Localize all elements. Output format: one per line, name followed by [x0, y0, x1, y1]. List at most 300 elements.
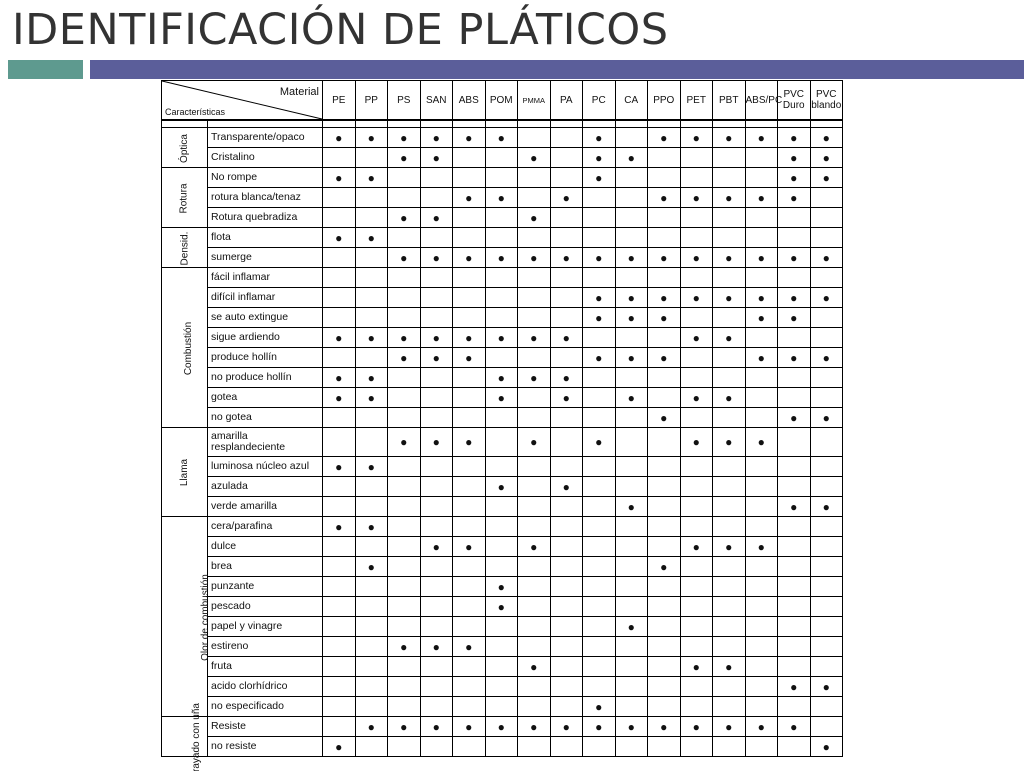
mark-cell [518, 517, 551, 537]
mark-cell [713, 517, 746, 537]
mark-cell [485, 717, 518, 737]
mark-cell [388, 368, 421, 388]
mark-cell [388, 637, 421, 657]
mark-cell [680, 188, 713, 208]
mark-cell [355, 388, 388, 408]
mark-cell [518, 697, 551, 717]
characteristic-label: rotura blanca/tenaz [208, 188, 323, 208]
mark-cell [453, 497, 486, 517]
mark-cell [420, 208, 453, 228]
mark-dot: ● [432, 210, 440, 225]
mark-cell [713, 428, 746, 457]
mark-dot: ● [530, 330, 538, 345]
mark-cell [713, 457, 746, 477]
mark-cell [713, 597, 746, 617]
mark-cell [550, 368, 583, 388]
mark-cell [355, 517, 388, 537]
mark-cell [420, 697, 453, 717]
characteristic-label: brea [208, 557, 323, 577]
mark-dot: ● [367, 719, 375, 734]
mark-dot: ● [660, 290, 668, 305]
mark-cell [485, 368, 518, 388]
characteristic-label: sigue ardiendo [208, 328, 323, 348]
mark-cell [648, 148, 681, 168]
mark-dot: ● [790, 410, 798, 425]
mark-dot: ● [692, 390, 700, 405]
mark-cell [518, 537, 551, 557]
mark-cell [745, 497, 778, 517]
gap-cell [648, 120, 681, 128]
group-label: Densid. [179, 231, 190, 265]
mark-cell [518, 557, 551, 577]
mark-cell [713, 677, 746, 697]
corner-characteristics-label: Características [165, 107, 226, 117]
mark-dot: ● [692, 719, 700, 734]
gap-cell [355, 120, 388, 128]
mark-dot: ● [660, 190, 668, 205]
mark-dot: ● [627, 290, 635, 305]
mark-cell [680, 657, 713, 677]
mark-cell [420, 388, 453, 408]
mark-dot: ● [465, 539, 473, 554]
mark-dot: ● [497, 250, 505, 265]
mark-cell [453, 288, 486, 308]
mark-cell [485, 457, 518, 477]
mark-cell [355, 328, 388, 348]
mark-cell [550, 737, 583, 757]
group-label: Olor de combustión [199, 573, 211, 661]
mark-cell [778, 537, 811, 557]
mark-cell [583, 248, 616, 268]
mark-cell [810, 248, 843, 268]
mark-cell [323, 328, 356, 348]
mark-cell [583, 268, 616, 288]
mark-cell [518, 328, 551, 348]
mark-cell [583, 168, 616, 188]
gap-cell [583, 120, 616, 128]
characteristic-label: papel y vinagre [208, 617, 323, 637]
mark-cell [583, 517, 616, 537]
characteristic-label: no especificado [208, 697, 323, 717]
mark-cell [778, 557, 811, 577]
table-row [162, 517, 843, 537]
mark-dot: ● [757, 350, 765, 365]
mark-cell [388, 348, 421, 368]
mark-dot: ● [660, 310, 668, 325]
mark-cell [453, 388, 486, 408]
corner-material-label: Material [279, 86, 319, 98]
mark-cell [810, 368, 843, 388]
mark-cell [680, 557, 713, 577]
characteristic-label: pescado [208, 597, 323, 617]
mark-cell [323, 288, 356, 308]
mark-dot: ● [595, 719, 603, 734]
mark-cell [745, 577, 778, 597]
mark-cell [680, 248, 713, 268]
characteristic-label: produce hollín [208, 348, 323, 368]
table-row [162, 717, 843, 737]
mark-cell [323, 557, 356, 577]
mark-cell [518, 288, 551, 308]
mark-dot: ● [335, 330, 343, 345]
mark-cell [518, 248, 551, 268]
mark-dot: ● [660, 719, 668, 734]
mark-cell [485, 577, 518, 597]
mark-dot: ● [335, 390, 343, 405]
mark-cell [583, 208, 616, 228]
mark-cell [420, 497, 453, 517]
mark-cell [615, 577, 648, 597]
mark-cell [745, 228, 778, 248]
mark-dot: ● [595, 350, 603, 365]
mark-cell [778, 428, 811, 457]
mark-cell [713, 208, 746, 228]
mark-cell [680, 457, 713, 477]
mark-dot: ● [790, 150, 798, 165]
mark-cell [615, 497, 648, 517]
mark-cell [713, 288, 746, 308]
mark-cell [745, 388, 778, 408]
table-row [162, 328, 843, 348]
mark-cell [680, 388, 713, 408]
mark-dot: ● [595, 435, 603, 449]
group-label-cell [162, 128, 208, 168]
mark-cell [615, 737, 648, 757]
mark-cell [713, 168, 746, 188]
mark-cell [550, 597, 583, 617]
mark-cell [518, 368, 551, 388]
mark-cell [648, 288, 681, 308]
mark-cell [323, 637, 356, 657]
mark-cell [420, 248, 453, 268]
mark-cell [745, 557, 778, 577]
mark-dot: ● [335, 230, 343, 245]
mark-dot: ● [757, 539, 765, 554]
table-row [162, 537, 843, 557]
mark-dot: ● [335, 370, 343, 385]
material-header-abs-pc: ABS/PC [745, 81, 778, 121]
mark-cell [680, 348, 713, 368]
mark-dot: ● [367, 370, 375, 385]
mark-cell [355, 737, 388, 757]
mark-cell [778, 308, 811, 328]
mark-dot: ● [562, 390, 570, 405]
mark-cell [420, 308, 453, 328]
mark-dot: ● [595, 290, 603, 305]
mark-cell [810, 617, 843, 637]
mark-cell [583, 308, 616, 328]
mark-dot: ● [757, 130, 765, 145]
characteristic-label: Rotura quebradiza [208, 208, 323, 228]
table-row [162, 637, 843, 657]
characteristic-label: no gotea [208, 408, 323, 428]
mark-cell [518, 428, 551, 457]
mark-dot: ● [725, 130, 733, 145]
mark-dot: ● [400, 639, 408, 654]
mark-cell [453, 637, 486, 657]
mark-cell [583, 677, 616, 697]
group-label: Llama [179, 458, 190, 487]
mark-cell [615, 597, 648, 617]
mark-cell [583, 388, 616, 408]
mark-cell [648, 408, 681, 428]
mark-cell [420, 517, 453, 537]
mark-cell [485, 348, 518, 368]
mark-cell [810, 637, 843, 657]
mark-cell [323, 368, 356, 388]
mark-cell [810, 288, 843, 308]
mark-cell [615, 308, 648, 328]
mark-cell [583, 737, 616, 757]
mark-cell [550, 457, 583, 477]
mark-cell [323, 208, 356, 228]
mark-dot: ● [692, 250, 700, 265]
table-row [162, 697, 843, 717]
mark-cell [453, 148, 486, 168]
mark-cell [713, 537, 746, 557]
mark-cell [680, 228, 713, 248]
mark-cell [745, 717, 778, 737]
mark-cell [485, 428, 518, 457]
mark-cell [745, 428, 778, 457]
mark-dot: ● [530, 435, 538, 449]
mark-cell [355, 597, 388, 617]
mark-cell [518, 208, 551, 228]
mark-cell [648, 557, 681, 577]
mark-cell [518, 737, 551, 757]
characteristic-label: no produce hollín [208, 368, 323, 388]
table-row [162, 497, 843, 517]
mark-cell [550, 657, 583, 677]
mark-cell [648, 737, 681, 757]
mark-dot: ● [627, 619, 635, 634]
mark-cell [355, 537, 388, 557]
mark-cell [420, 408, 453, 428]
mark-cell [778, 188, 811, 208]
mark-cell [810, 188, 843, 208]
mark-cell [453, 737, 486, 757]
mark-cell [680, 597, 713, 617]
mark-cell [810, 737, 843, 757]
mark-cell [648, 368, 681, 388]
mark-cell [615, 637, 648, 657]
material-header-pmma: PMMA [518, 81, 551, 121]
mark-cell [323, 168, 356, 188]
mark-cell [485, 637, 518, 657]
mark-dot: ● [660, 130, 668, 145]
mark-cell [485, 697, 518, 717]
mark-cell [583, 697, 616, 717]
mark-dot: ● [530, 539, 538, 554]
mark-cell [583, 497, 616, 517]
mark-cell [713, 697, 746, 717]
mark-dot: ● [400, 719, 408, 734]
mark-dot: ● [432, 130, 440, 145]
mark-dot: ● [432, 719, 440, 734]
mark-cell [518, 477, 551, 497]
mark-dot: ● [465, 130, 473, 145]
mark-cell [388, 557, 421, 577]
mark-cell [420, 288, 453, 308]
mark-cell [713, 408, 746, 428]
mark-dot: ● [627, 150, 635, 165]
mark-cell [323, 477, 356, 497]
mark-cell [583, 228, 616, 248]
mark-dot: ● [335, 170, 343, 185]
mark-cell [648, 617, 681, 637]
mark-cell [453, 557, 486, 577]
mark-cell [420, 597, 453, 617]
mark-cell [453, 128, 486, 148]
mark-cell [518, 168, 551, 188]
mark-cell [485, 248, 518, 268]
mark-cell [810, 517, 843, 537]
mark-cell [453, 168, 486, 188]
material-header-pe: PE [323, 81, 356, 121]
mark-dot: ● [432, 250, 440, 265]
mark-dot: ● [432, 330, 440, 345]
mark-cell [745, 677, 778, 697]
mark-cell [518, 148, 551, 168]
group-label: Rotura [178, 182, 190, 214]
mark-cell [778, 228, 811, 248]
mark-cell [453, 228, 486, 248]
mark-dot: ● [530, 719, 538, 734]
mark-cell [615, 288, 648, 308]
table-row [162, 368, 843, 388]
mark-cell [680, 537, 713, 557]
gap-cell [680, 120, 713, 128]
mark-cell [355, 617, 388, 637]
mark-cell [778, 737, 811, 757]
mark-cell [778, 617, 811, 637]
material-header-pom: POM [485, 81, 518, 121]
mark-cell [745, 248, 778, 268]
mark-cell [388, 208, 421, 228]
mark-cell [518, 408, 551, 428]
mark-cell [388, 228, 421, 248]
mark-cell [648, 228, 681, 248]
mark-cell [453, 477, 486, 497]
mark-dot: ● [692, 435, 700, 449]
mark-cell [420, 637, 453, 657]
mark-dot: ● [562, 479, 570, 494]
characteristic-label: Cristalino [208, 148, 323, 168]
mark-cell [648, 428, 681, 457]
mark-cell [648, 328, 681, 348]
mark-dot: ● [595, 310, 603, 325]
mark-cell [323, 148, 356, 168]
gap-cell [745, 120, 778, 128]
mark-cell [810, 477, 843, 497]
mark-cell [810, 148, 843, 168]
characteristic-label: cera/parafina [208, 517, 323, 537]
mark-dot: ● [595, 150, 603, 165]
mark-cell [648, 477, 681, 497]
mark-cell [615, 348, 648, 368]
mark-cell [745, 408, 778, 428]
mark-cell [778, 348, 811, 368]
mark-cell [388, 308, 421, 328]
mark-cell [713, 717, 746, 737]
mark-cell [453, 428, 486, 457]
mark-cell [680, 168, 713, 188]
mark-cell [550, 637, 583, 657]
mark-dot: ● [725, 250, 733, 265]
mark-cell [745, 348, 778, 368]
characteristic-label: luminosa núcleo azul [208, 457, 323, 477]
mark-cell [550, 517, 583, 537]
mark-cell [550, 717, 583, 737]
mark-cell [453, 577, 486, 597]
mark-cell [615, 617, 648, 637]
mark-dot: ● [790, 170, 798, 185]
plastics-identification-table [161, 80, 843, 771]
mark-cell [420, 557, 453, 577]
mark-cell [485, 288, 518, 308]
mark-cell [485, 308, 518, 328]
characteristic-label: punzante [208, 577, 323, 597]
mark-cell [810, 717, 843, 737]
mark-cell [453, 248, 486, 268]
mark-cell [388, 657, 421, 677]
gap-cell [323, 120, 356, 128]
mark-cell [713, 477, 746, 497]
mark-cell [518, 348, 551, 368]
mark-dot: ● [790, 250, 798, 265]
mark-dot: ● [497, 130, 505, 145]
mark-dot: ● [627, 390, 635, 405]
mark-cell [680, 517, 713, 537]
mark-cell [388, 388, 421, 408]
mark-cell [713, 328, 746, 348]
mark-cell [810, 428, 843, 457]
mark-cell [713, 148, 746, 168]
mark-cell [778, 597, 811, 617]
table-row [162, 228, 843, 248]
characteristic-label: no resiste [208, 737, 323, 757]
mark-dot: ● [530, 370, 538, 385]
mark-dot: ● [530, 150, 538, 165]
mark-cell [583, 657, 616, 677]
mark-cell [485, 737, 518, 757]
mark-cell [388, 477, 421, 497]
mark-dot: ● [497, 579, 505, 594]
table-row [162, 597, 843, 617]
mark-cell [713, 617, 746, 637]
mark-cell [810, 537, 843, 557]
mark-cell [355, 477, 388, 497]
characteristic-label: dulce [208, 537, 323, 557]
mark-cell [355, 168, 388, 188]
mark-cell [680, 408, 713, 428]
mark-cell [550, 168, 583, 188]
table-corner-header [162, 81, 323, 121]
mark-cell [355, 368, 388, 388]
mark-cell [648, 348, 681, 368]
mark-dot: ● [432, 435, 440, 449]
mark-cell [583, 148, 616, 168]
mark-cell [713, 128, 746, 148]
gap-cell [208, 120, 323, 128]
mark-cell [420, 128, 453, 148]
mark-cell [810, 577, 843, 597]
mark-cell [518, 617, 551, 637]
mark-cell [323, 697, 356, 717]
table-row [162, 128, 843, 148]
mark-cell [355, 457, 388, 477]
mark-cell [323, 457, 356, 477]
